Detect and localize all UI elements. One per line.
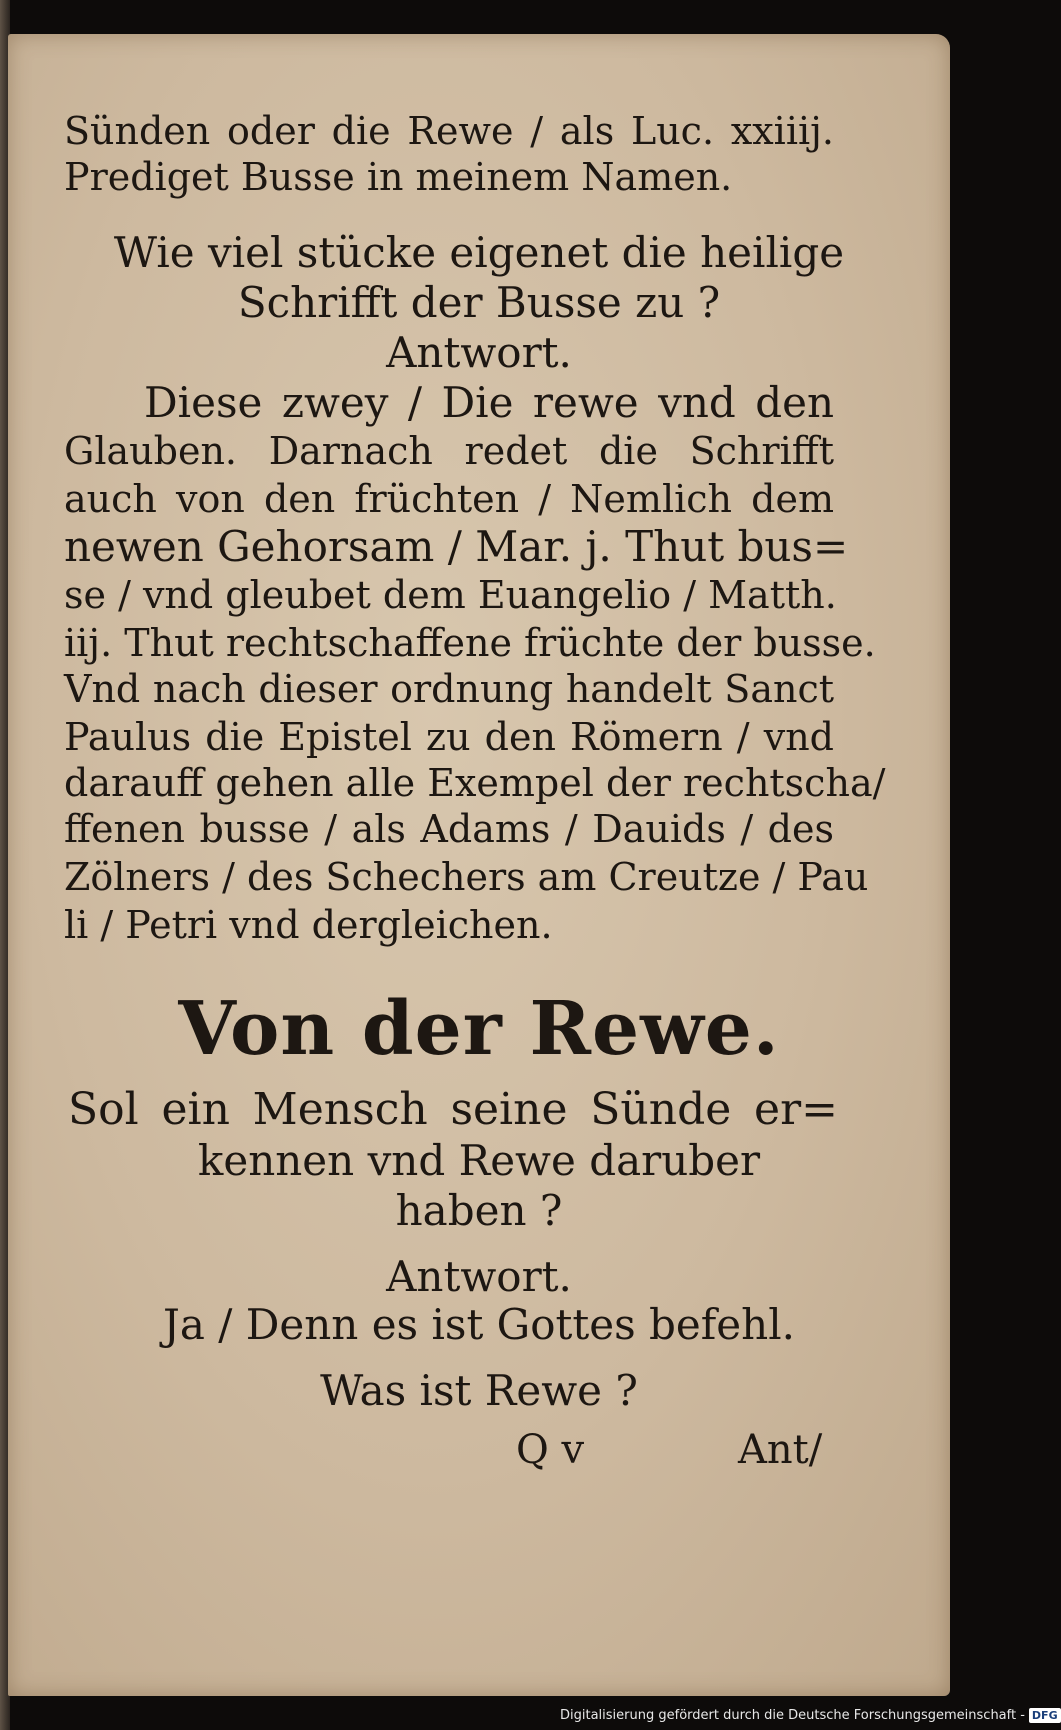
answer-1-line-6: iij. Thut rechtschaffene früchte der busse. — [64, 621, 876, 665]
answer-1-line-1: Diese zwey / Die rewe vnd den — [144, 378, 834, 427]
credit-text: Digitalisierung gefördert durch die Deutsche Forschungsgemeinschaft - — [560, 1708, 1025, 1723]
question-1-answer-label: Antwort. — [386, 328, 572, 377]
question-3: Was ist Rewe ? — [320, 1366, 638, 1415]
book-page — [8, 34, 950, 1696]
question-2-line-2: kennen vnd Rewe daruber — [197, 1136, 761, 1185]
intro-line-2: Prediget Busse in meinem Namen. — [64, 155, 733, 199]
dfg-logo: DFG — [1029, 1708, 1061, 1723]
digitization-credit — [560, 1708, 1058, 1728]
answer-1-line-4: newen Gehorsam / Mar. j. Thut bus= — [64, 522, 849, 571]
intro-line-1: Sünden oder die Rewe / als Luc. xxiiij. — [64, 109, 834, 153]
answer-1-line-2: Glauben. Darnach redet die Schrifft — [64, 429, 834, 473]
answer-1-line-10: ffenen busse / als Adams / Dauids / des — [64, 807, 834, 851]
question-1-line-2: Schrifft der Busse zu ? — [237, 278, 721, 327]
answer-1-line-11: Zölners / des Schechers am Creutze / Pau — [64, 855, 869, 899]
answer-1-line-3: auch von den früchten / Nemlich dem — [64, 477, 834, 521]
answer-1-line-5: se / vnd gleubet dem Euangelio / Matth. — [64, 573, 837, 617]
section-heading: Von der Rewe. — [178, 986, 780, 1072]
scan-right-margin — [950, 0, 1000, 1730]
answer-2-text: Ja / Denn es ist Gottes befehl. — [162, 1300, 795, 1349]
answer-1-line-8: Paulus die Epistel zu den Römern / vnd — [64, 715, 834, 759]
catchword: Ant/ — [738, 1427, 823, 1473]
question-2-line-3: haben ? — [395, 1186, 563, 1235]
question-2-line-1: Sol ein Mensch seine Sünde er= — [68, 1084, 838, 1135]
answer-2-label: Antwort. — [386, 1252, 572, 1301]
answer-1-line-12: li / Petri vnd dergleichen. — [64, 903, 553, 947]
signature-mark: Q v — [516, 1427, 585, 1473]
answer-1-line-9: darauff gehen alle Exempel der rechtscha/ — [64, 761, 886, 805]
question-1-line-1: Wie viel stücke eigenet die heilige — [113, 228, 845, 277]
answer-1-line-7: Vnd nach dieser ordnung handelt Sanct — [64, 667, 834, 711]
